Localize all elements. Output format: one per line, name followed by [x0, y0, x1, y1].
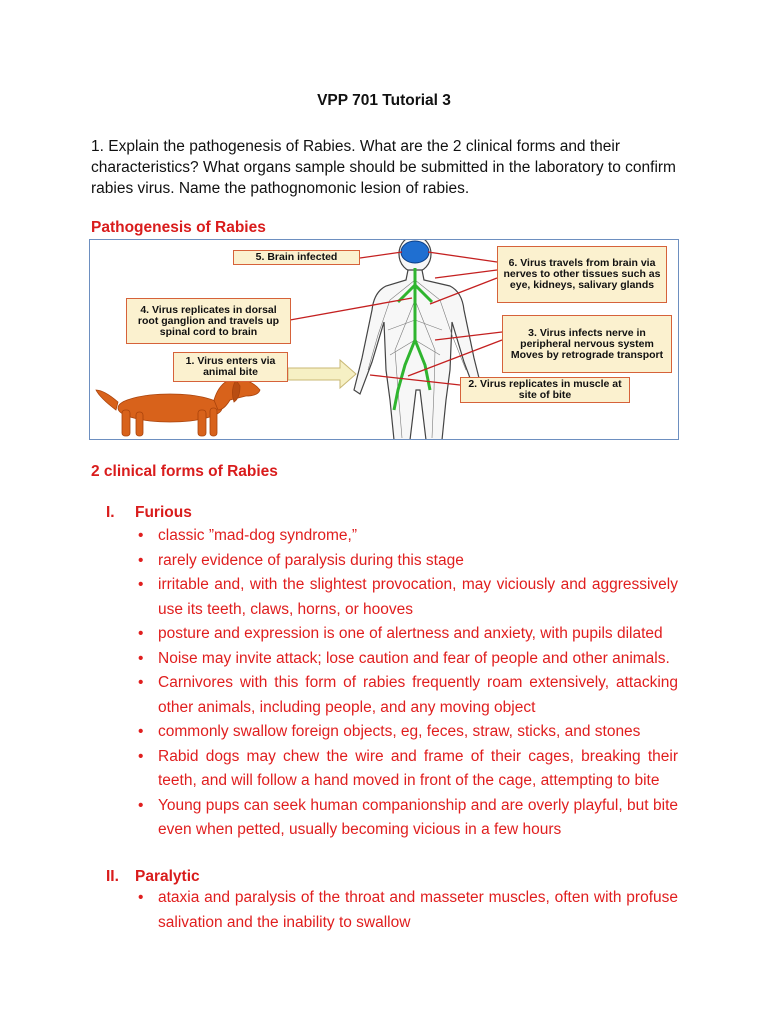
list-item: • irritable and, with the slightest provocation, may viciously and aggressively use its teeth, claws, horns, or hooves — [158, 573, 678, 622]
list-item: • Rabid dogs may chew the wire and frame of their cages, breaking their teeth, and will follow a hand moved in front of the cage, attempting to bite — [158, 745, 678, 794]
list-item: • ataxia and paralysis of the throat and masseter muscles, often with profuse salivation and the inability to swallow — [158, 886, 678, 935]
callout-5-brain-infected: 5. Brain infected — [233, 250, 360, 265]
human-body-illustration — [354, 240, 482, 440]
list-item: • posture and expression is one of alertness and anxiety, with pupils dilated — [158, 622, 678, 647]
callout-2-muscle-replication: 2. Virus replicates in muscle at site of bite — [460, 377, 630, 403]
paralytic-bullet-list — [158, 886, 678, 935]
form-paralytic-heading — [106, 868, 200, 886]
form-furious-heading — [106, 504, 192, 522]
list-item: • commonly swallow foreign objects, eg, feces, straw, sticks, and stones — [158, 720, 678, 745]
brain-illustration — [401, 241, 429, 263]
form-name: Furious — [135, 504, 192, 521]
form-numeral: I. — [106, 504, 115, 521]
entry-arrow — [288, 360, 356, 388]
form-name: Paralytic — [135, 868, 200, 885]
callout-6-virus-travels: 6. Virus travels from brain via nerves to other tissues such as eye, kidneys, salivary glands — [497, 246, 667, 303]
dog-illustration — [96, 378, 260, 436]
callout-1-virus-enters: 1. Virus enters via animal bite — [173, 352, 288, 382]
list-item: • rarely evidence of paralysis during this stage — [158, 549, 678, 574]
callout-3-peripheral-nerve: 3. Virus infects nerve in peripheral nervous system Moves by retrograde transport — [502, 315, 672, 373]
pathogenesis-figure — [89, 239, 679, 440]
form-numeral: II. — [106, 868, 119, 885]
pathogenesis-heading: Pathogenesis of Rabies — [91, 219, 266, 236]
callout-4-dorsal-root-ganglion: 4. Virus replicates in dorsal root ganglion and travels up spinal cord to brain — [126, 298, 291, 344]
list-item: • Carnivores with this form of rabies frequently roam extensively, attacking other animals, including people, and any moving object — [158, 671, 678, 720]
list-item: • classic ”mad-dog syndrome,” — [158, 524, 678, 549]
clinical-forms-heading: 2 clinical forms of Rabies — [91, 463, 278, 480]
document-title: VPP 701 Tutorial 3 — [317, 92, 451, 109]
furious-bullet-list — [158, 524, 678, 843]
list-item: • Young pups can seek human companionship and are overly playful, but bite even when petted, usually becoming vicious in a few hours — [158, 794, 678, 843]
list-item: • Noise may invite attack; lose caution and fear of people and other animals. — [158, 647, 678, 672]
question-text: 1. Explain the pathogenesis of Rabies. What are the 2 clinical forms and their characteristics? What organs sample should be submitted in the laboratory to confirm rabies virus. Name the pathognomonic lesion of rabies. — [91, 138, 676, 197]
